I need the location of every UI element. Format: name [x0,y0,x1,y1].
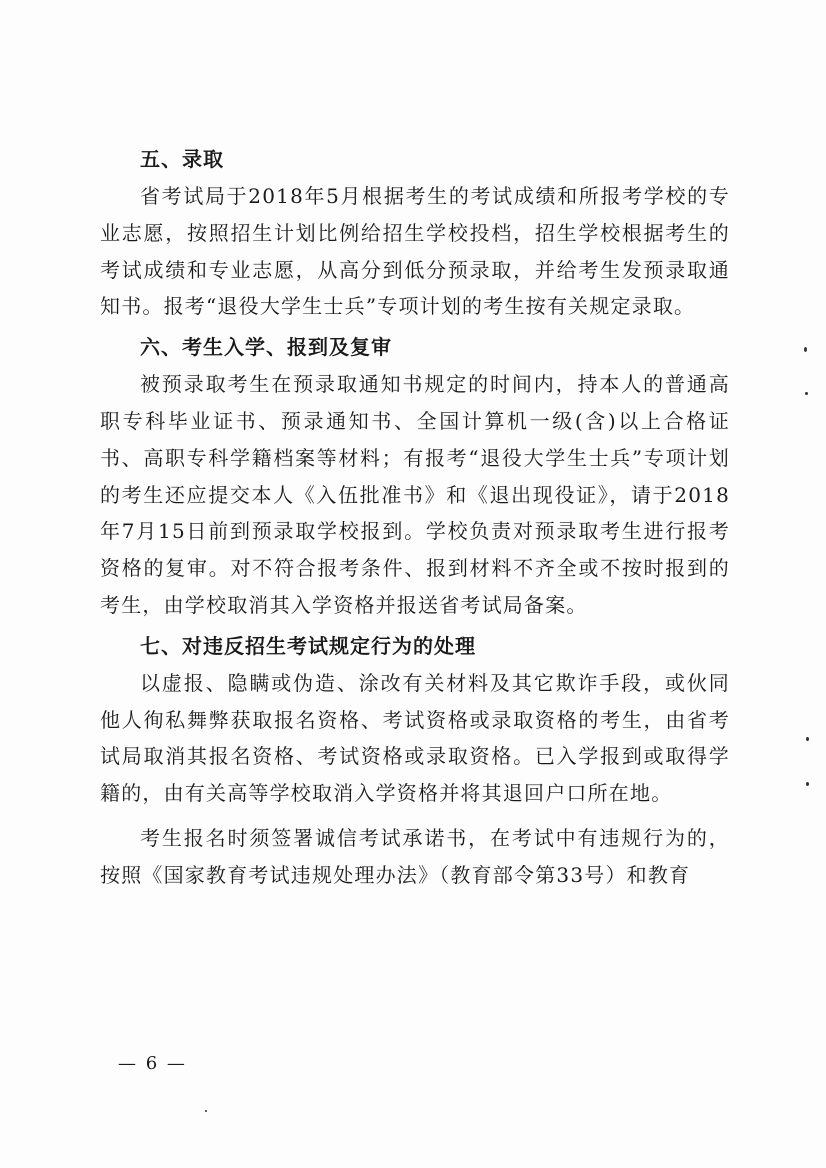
scan-speck [806,782,809,786]
paragraph-gap [100,812,730,820]
scan-speck [205,1110,207,1112]
violations-paragraph-2: 考生报名时须签署诚信考试承诺书，在考试中有违规行为的，按照《国家教育考试违规处理办法》（教育部令第33号）和教育 [100,825,730,887]
section-heading-enrollment: 六、考生入学、报到及复审 [140,335,392,360]
scan-speck [806,737,809,741]
enrollment-paragraph: 被预录取考生在预录取通知书规定的时间内，持本人的普通高职专科毕业证书、预录通知书、全国计算机一级(含)以上合格证书、高职专科学籍档案等材料；有报考“退役大学生士兵”专项计划的考生还应提交本人《入伍批准书》和《退出现役证》，请于2018年7月15日前到预录取学校报到。学校负责对预录取考生进行报考资格的复审。对不符合报考条件、报到材料不齐全或不按时报到的考生，由学校取消其入学资格并报送省考试局备案。 [100,372,730,617]
scan-speck [805,392,808,395]
scan-speck [804,347,807,352]
section-heading-violations: 七、对违反招生考试规定行为的处理 [140,633,476,658]
admission-paragraph: 省考试局于2018年5月根据考生的考试成绩和所报考学校的专业志愿，按照招生计划比例给招生学校投档，招生学校根据考生的考试成绩和专业志愿，从高分到低分预录取，并给考生发预录取通知书。报考“退役大学生士兵”专项计划的考生按有关规定录取。 [100,184,730,319]
page-number: — 6 — [118,1053,187,1074]
violations-paragraph-1: 以虚报、隐瞒或伪造、涂改有关材料及其它欺诈手段，或伙同他人徇私舞弊获取报名资格、考试资格或录取资格的考生，由省考试局取消其报名资格、考试资格或录取资格。已入学报到或取得学籍的，由有关高等学校取消入学资格并将其退回户口所在地。 [100,670,730,806]
page-content [100,140,730,894]
section-heading-admission: 五、录取 [140,147,224,171]
